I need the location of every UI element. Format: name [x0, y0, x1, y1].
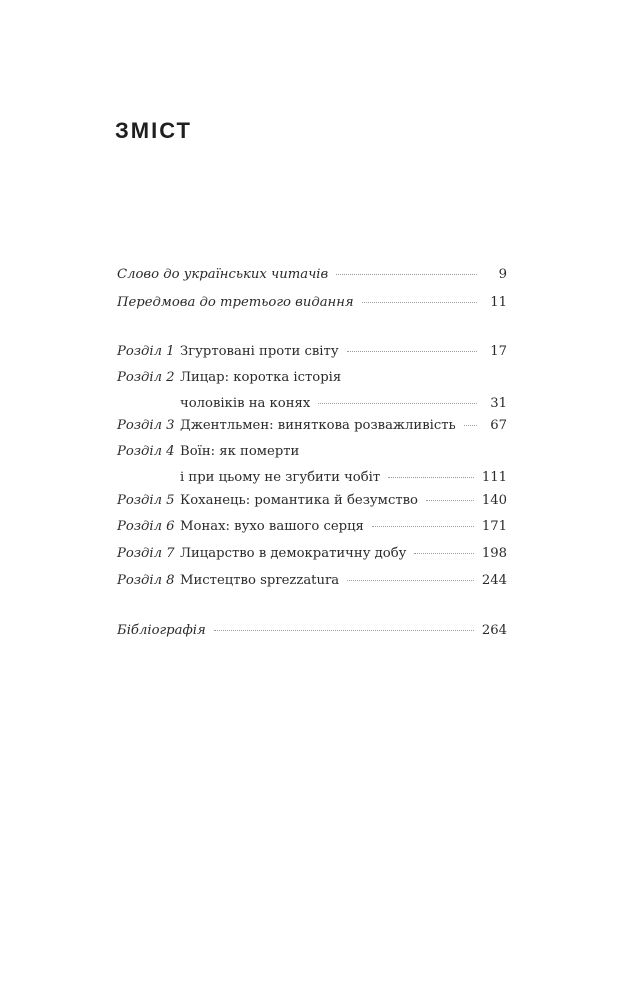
toc-page-number: 171 — [481, 519, 507, 534]
toc-entry-foreword-ukrainian[interactable] — [117, 262, 507, 288]
dot-leader — [372, 525, 474, 527]
toc-entry-chapter-7[interactable] — [117, 541, 507, 567]
toc-page-number: 11 — [490, 295, 507, 310]
toc-page-number: 9 — [498, 267, 507, 282]
toc-entry-title: Мистецтво sprezzatura — [180, 573, 340, 588]
toc-page-number: 264 — [481, 623, 507, 638]
dot-leader — [214, 629, 474, 631]
dot-leader — [362, 301, 477, 303]
chapter-label: Розділ 4 — [117, 444, 175, 459]
toc-entry-title: Згуртовані проти світу — [180, 344, 339, 359]
toc-page-number: 198 — [481, 546, 507, 561]
toc-entry-title: Коханець: романтика й безумство — [180, 493, 418, 508]
toc-entry-title-continued: і при цьому не згубити чобіт — [180, 470, 381, 485]
toc-entry-title: Передмова до третього видання — [117, 295, 354, 310]
toc-page-number: 31 — [490, 396, 507, 411]
dot-leader — [414, 552, 473, 554]
toc-entry-title: Воїн: як померти — [180, 444, 300, 459]
toc-entry-chapter-3[interactable] — [117, 413, 507, 439]
dot-leader — [347, 350, 477, 352]
toc-page-number: 244 — [481, 573, 507, 588]
chapter-label: Розділ 3 — [117, 418, 175, 433]
dot-leader — [336, 273, 477, 275]
toc-entry-preface-third-edition[interactable] — [117, 290, 507, 316]
toc-page-number: 17 — [490, 344, 507, 359]
chapter-label: Розділ 5 — [117, 493, 175, 508]
toc-entry-chapter-5[interactable] — [117, 488, 507, 514]
toc-page-number: 140 — [481, 493, 507, 508]
toc-entry-bibliography[interactable] — [117, 618, 507, 644]
chapter-label: Розділ 6 — [117, 519, 175, 534]
toc-entry-title: Джентльмен: винятковa розважливість — [180, 418, 456, 433]
toc-page-number: 67 — [490, 418, 507, 433]
toc-entry-chapter-6[interactable] — [117, 514, 507, 540]
chapter-label: Розділ 2 — [117, 370, 175, 385]
toc-entry-chapter-4[interactable] — [117, 439, 507, 491]
toc-entry-title: Монах: вухо вашого серця — [180, 519, 364, 534]
toc-entry-title-continued: чоловіків на конях — [180, 396, 311, 411]
page-title: ЗМІСТ — [115, 118, 192, 143]
toc-entry-chapter-2[interactable] — [117, 365, 507, 417]
dot-leader — [347, 579, 474, 581]
toc-entry-title: Слово до українських читачів — [117, 267, 329, 282]
toc-entry-title: Бібліографія — [117, 623, 206, 638]
toc-entry-title: Лицарство в демократичну добу — [180, 546, 407, 561]
chapter-label: Розділ 1 — [117, 344, 175, 359]
dot-leader — [464, 424, 477, 426]
toc-entry-chapter-1[interactable] — [117, 339, 507, 365]
toc-entry-title: Лицар: коротка історія — [180, 370, 342, 385]
chapter-label: Розділ 7 — [117, 546, 175, 561]
dot-leader — [426, 499, 474, 501]
toc-entry-chapter-8[interactable] — [117, 568, 507, 594]
dot-leader — [388, 476, 474, 478]
dot-leader — [318, 402, 477, 404]
toc-page-number: 111 — [481, 470, 507, 485]
chapter-label: Розділ 8 — [117, 573, 175, 588]
